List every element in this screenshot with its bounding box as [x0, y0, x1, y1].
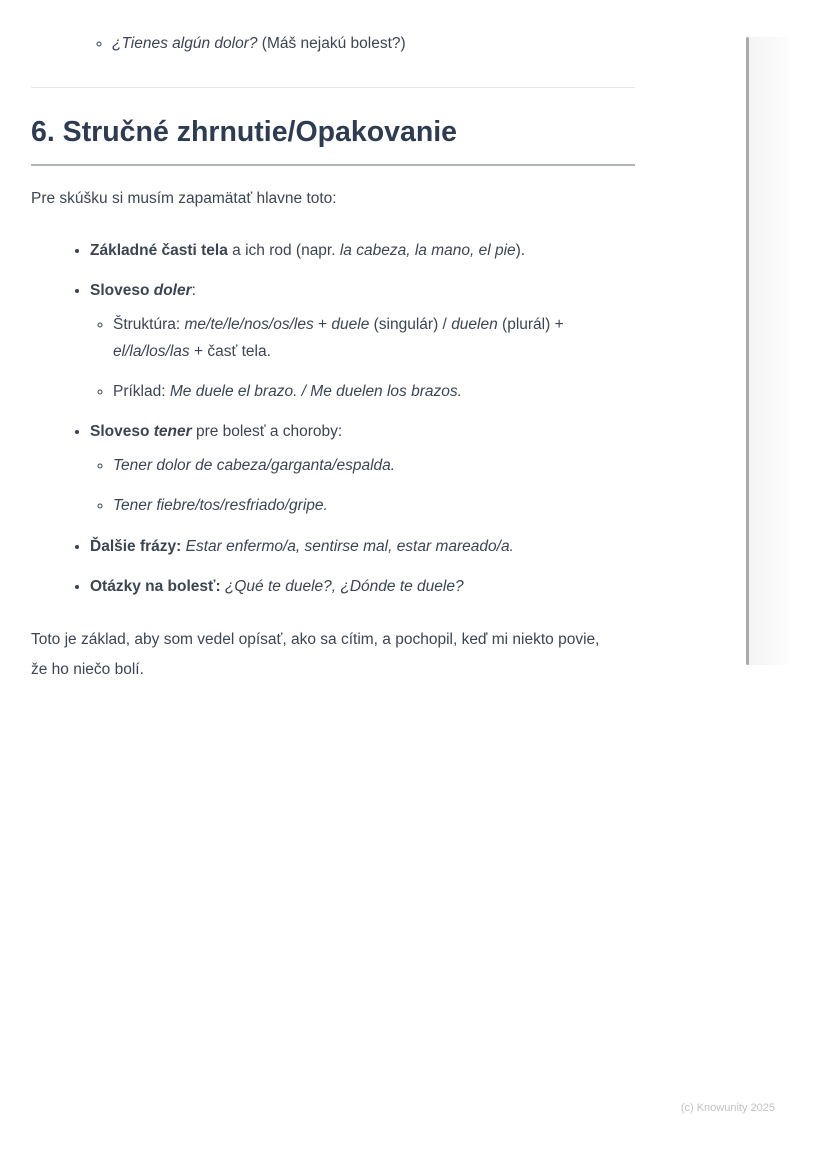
text-segment: ¿Qué te duele?, ¿Dónde te duele? — [224, 577, 464, 595]
text-segment: ). — [515, 241, 526, 259]
sub-list-item — [113, 378, 635, 405]
section-heading: 6. Stručné zhrnutie/Opakovanie — [31, 114, 635, 166]
scrollbar-track[interactable] — [746, 37, 789, 665]
text-segment: pre bolesť a choroby: — [191, 423, 343, 441]
text-segment: ¿Tienes algún dolor? — [112, 35, 258, 52]
list-item — [90, 573, 635, 600]
sub-list-item — [113, 311, 635, 365]
text-segment: la cabeza, la mano, el pie — [339, 241, 516, 259]
text-segment: el/la/los/las — [113, 342, 190, 360]
text-segment: Príklad: — [113, 383, 170, 401]
list-item — [90, 237, 635, 264]
list-item — [90, 277, 635, 406]
section-divider — [31, 87, 635, 88]
text-segment: Štruktúra: — [113, 315, 185, 333]
text-segment: Me duele el brazo. / Me duelen los brazos. — [169, 383, 462, 401]
summary-list — [31, 237, 635, 600]
list-item — [90, 533, 635, 560]
text-segment: me/te/le/nos/os/les — [184, 315, 314, 333]
sub-list-item — [113, 452, 635, 479]
scrollbar-thumb[interactable] — [746, 37, 749, 665]
text-segment: Sloveso — [90, 423, 154, 441]
text-segment: (plurál) + — [497, 315, 564, 333]
text-segment: Ďalšie frázy: — [90, 537, 186, 555]
text-segment: tener — [153, 423, 192, 441]
list-item — [112, 30, 635, 57]
text-segment: duelen — [451, 315, 498, 333]
text-segment: + časť tela. — [189, 342, 271, 360]
text-segment: a ich rod (napr. — [227, 241, 340, 259]
text-segment: (Máš nejakú bolest?) — [257, 35, 406, 52]
text-segment: Tener fiebre/tos/resfriado/gripe. — [113, 497, 328, 515]
text-segment: Tener dolor de cabeza/garganta/espalda. — [113, 457, 396, 475]
sub-list — [90, 311, 635, 405]
text-segment: : — [191, 281, 196, 299]
sub-list — [90, 452, 635, 519]
text-segment: duele — [331, 315, 370, 333]
closing-paragraph: Toto je základ, aby som vedel opísať, ako sa cítim, a pochopil, keď mi niekto povie, že ho niečo bolí. — [31, 630, 600, 678]
text-segment: (singulár) / — [369, 315, 452, 333]
sub-list-item — [113, 492, 635, 519]
text-segment: Sloveso — [90, 281, 154, 299]
text-segment: doler — [153, 281, 192, 299]
list-item — [90, 418, 635, 519]
footer-copyright: (c) Knowunity 2025 — [680, 1102, 775, 1114]
top-sub-list — [31, 30, 635, 57]
text-segment: + — [313, 315, 332, 333]
text-segment: Otázky na bolesť: — [90, 577, 225, 595]
text-segment: Základné časti tela — [90, 241, 228, 259]
intro-paragraph: Pre skúšku si musím zapamätať hlavne toto: — [31, 190, 337, 208]
document-content — [31, 30, 635, 685]
text-segment: Estar enfermo/a, sentirse mal, estar mareado/a. — [185, 537, 514, 555]
